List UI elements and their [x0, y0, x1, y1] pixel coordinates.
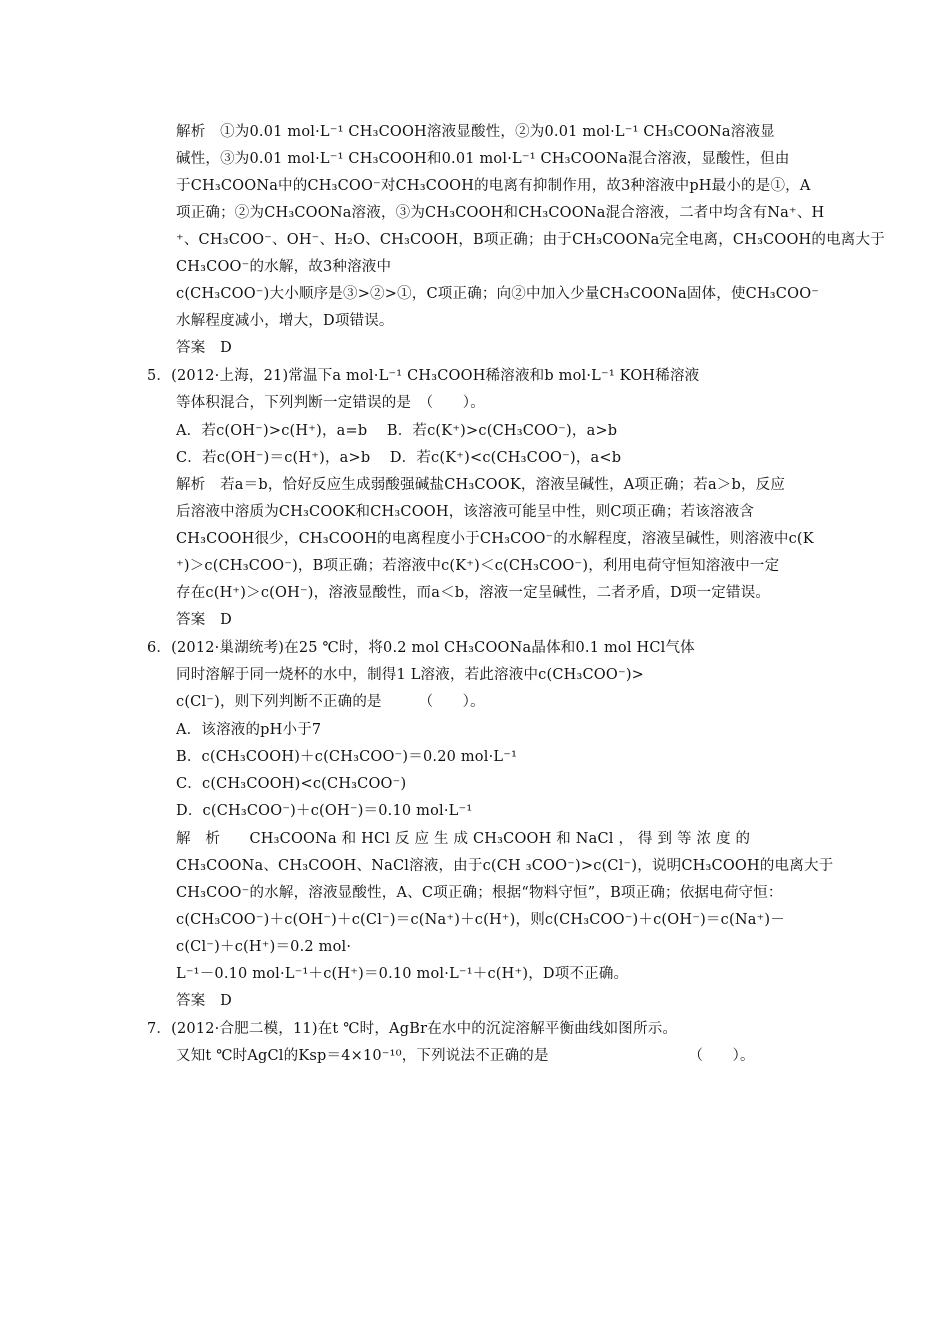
explanation-line: L⁻¹－0.10 mol·L⁻¹＋c(H⁺)＝0.10 mol·L⁻¹＋c(H⁺)，D项不正确。	[176, 966, 629, 982]
explanation-line: ⁺、CH₃COO⁻、OH⁻、H₂O、CH₃COOH，B项正确；由于CH₃COONa完全电离，CH₃COOH的电离大于	[176, 232, 885, 248]
explanation-line: CH₃COO⁻的水解，溶液显酸性，A、C项正确；根据“物料守恒”，B项正确；依据电荷守恒：	[176, 885, 783, 901]
explanation-line: 后溶液中溶质为CH₃COOK和CH₃COOH，该溶液可能呈中性，则C项正确；若该溶液含	[176, 504, 755, 520]
answer-line: 答案 D	[176, 340, 232, 356]
option-line: C．若c(OH⁻)＝c(H⁺)，a>b D．若c(K⁺)<c(CH₃COO⁻)，a<b	[176, 450, 622, 466]
option-line: B．c(CH₃COOH)＋c(CH₃COO⁻)＝0.20 mol·L⁻¹	[176, 749, 518, 765]
question-stem: c(Cl⁻)，则下列判断不正确的是 （ ）。	[176, 694, 485, 710]
question-stem: 6．(2012·巢湖统考)在25 ℃时，将0.2 mol CH₃COONa晶体和0.1 mol HCl气体	[147, 640, 695, 656]
answer-line: 答案 D	[176, 612, 232, 628]
option-line: A．若c(OH⁻)>c(H⁺)，a=b B．若c(K⁺)>c(CH₃COO⁻)，a>b	[176, 423, 618, 439]
explanation-line: c(CH₃COO⁻)＋c(OH⁻)＋c(Cl⁻)＝c(Na⁺)＋c(H⁺)，则c(CH₃COO⁻)＋c(OH⁻)＝c(Na⁺)－	[176, 912, 785, 928]
explanation-line: 项正确；②为CH₃COONa溶液，③为CH₃COOH和CH₃COONa混合溶液，二者中均含有Na⁺、H	[176, 205, 825, 221]
explanation-line: c(CH₃COO⁻)大小顺序是③>②>①，C项正确；向②中加入少量CH₃COONa固体，使CH₃COO⁻	[176, 286, 820, 302]
explanation-line: 存在c(H⁺)＞c(OH⁻)，溶液显酸性，而a＜b，溶液一定呈碱性，二者矛盾，D项一定错误。	[176, 585, 771, 601]
explanation-line: CH₃COO⁻的水解，故3种溶液中	[176, 259, 392, 275]
explanation-line: CH₃COOH很少，CH₃COOH的电离程度小于CH₃COO⁻的水解程度，溶液呈碱性，则溶液中c(K	[176, 531, 814, 547]
explanation-line: ⁺)＞c(CH₃COO⁻)，B项正确；若溶液中c(K⁺)＜c(CH₃COO⁻)，利用电荷守恒知溶液中一定	[176, 558, 780, 574]
question-stem: 等体积混合，下列判断一定错误的是 （ ）。	[176, 395, 485, 411]
explanation-line: c(Cl⁻)＋c(H⁺)＝0.2 mol·	[176, 939, 352, 955]
question-stem: 5．(2012·上海，21)常温下a mol·L⁻¹ CH₃COOH稀溶液和b mol·L⁻¹ KOH稀溶液	[147, 368, 700, 384]
explanation-line: 解 析 CH₃COONa 和 HCl 反 应 生 成 CH₃COOH 和 NaCl ， 得 到 等 浓 度 的	[176, 831, 751, 847]
explanation-line: 水解程度减小，增大，D项错误。	[176, 313, 394, 329]
explanation-line: 解析 ①为0.01 mol·L⁻¹ CH₃COOH溶液显酸性，②为0.01 mol·L⁻¹ CH₃COONa溶液显	[176, 124, 775, 140]
option-line: A．该溶液的pH小于7	[176, 722, 322, 738]
question-stem: 又知t ℃时AgCl的Ksp＝4×10⁻¹⁰，下列说法不正确的是 （ ）。	[176, 1048, 755, 1064]
explanation-line: CH₃COONa、CH₃COOH、NaCl溶液，由于c(CH ₃COO⁻)>c(Cl⁻)，说明CH₃COOH的电离大于	[176, 858, 834, 874]
option-line: D．c(CH₃COO⁻)＋c(OH⁻)＝0.10 mol·L⁻¹	[176, 803, 473, 819]
explanation-line: 于CH₃COONa中的CH₃COO⁻对CH₃COOH的电离有抑制作用，故3种溶液中pH最小的是①，A	[176, 178, 811, 194]
option-line: C．c(CH₃COOH)<c(CH₃COO⁻)	[176, 776, 407, 792]
question-stem: 同时溶解于同一烧杯的水中，制得1 L溶液，若此溶液中c(CH₃COO⁻)>	[176, 667, 645, 683]
answer-line: 答案 D	[176, 993, 232, 1009]
explanation-line: 碱性，③为0.01 mol·L⁻¹ CH₃COOH和0.01 mol·L⁻¹ CH₃COONa混合溶液，显酸性，但由	[176, 151, 790, 167]
explanation-line: 解析 若a＝b，恰好反应生成弱酸强碱盐CH₃COOK，溶液呈碱性，A项正确；若a＞b，反应	[176, 477, 786, 493]
question-stem: 7．(2012·合肥二模，11)在t ℃时，AgBr在水中的沉淀溶解平衡曲线如图所示。	[147, 1021, 678, 1037]
